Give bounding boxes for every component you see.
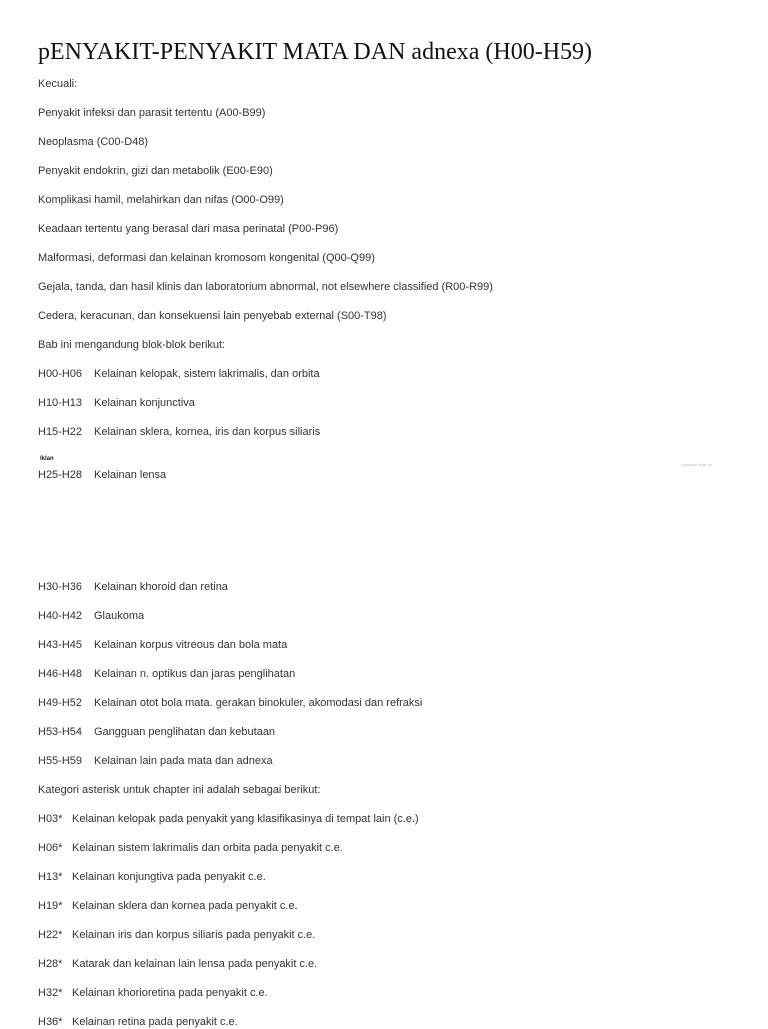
- exclusion-item: Penyakit infeksi dan parasit tertentu (A00-B99): [38, 107, 266, 119]
- block-code: H00-H06: [38, 368, 83, 380]
- block-row: [38, 638, 287, 652]
- asterisk-code: H19*: [38, 900, 63, 912]
- block-code: H30-H36: [38, 581, 83, 593]
- asterisk-code: H06*: [38, 842, 63, 854]
- block-row: [38, 696, 422, 710]
- block-row: [38, 425, 320, 439]
- block-row: [38, 396, 195, 410]
- block-description: Glaukoma: [94, 610, 145, 622]
- block-code: H46-H48: [38, 668, 83, 680]
- asterisk-code: H32*: [38, 987, 63, 999]
- block-row: [38, 580, 228, 594]
- exclusion-item: Komplikasi hamil, melahirkan dan nifas (O00-O99): [38, 194, 284, 206]
- asterisk-code: H36*: [38, 1016, 63, 1028]
- block-code: H53-H54: [38, 726, 83, 738]
- block-row: [38, 725, 275, 739]
- exclusions-label: Kecuali:: [38, 78, 78, 90]
- asterisk-label: Kategori asterisk untuk chapter ini adalah sebagai berikut:: [38, 784, 321, 796]
- blocks-label: Bab ini mengandung blok-blok berikut:: [38, 339, 226, 351]
- exclusion-item: Gejala, tanda, dan hasil klinis dan laboratorium abnormal, not elsewhere classified (R00-R99): [38, 281, 493, 293]
- asterisk-row: [38, 986, 268, 1000]
- asterisk-description: Kelainan konjungtiva pada penyakit c.e.: [72, 871, 266, 883]
- block-row: [38, 609, 144, 623]
- asterisk-row: [38, 841, 343, 855]
- asterisk-description: Kelainan retina pada penyakit c.e.: [72, 1016, 238, 1028]
- exclusion-item: Neoplasma (C00-D48): [38, 136, 149, 148]
- block-description: Kelainan kelopak, sistem lakrimalis, dan orbita: [94, 368, 320, 380]
- asterisk-row: [38, 1015, 238, 1029]
- block-description: Kelainan otot bola mata. gerakan binokuler, akomodasi dan refraksi: [94, 697, 423, 709]
- block-row: [38, 468, 166, 482]
- exclusion-item: Penyakit endokrin, gizi dan metabolik (E00-E90): [38, 165, 273, 177]
- block-code: H25-H28: [38, 469, 83, 481]
- block-row: [38, 754, 273, 768]
- block-description: Kelainan konjunctiva: [94, 397, 195, 409]
- asterisk-code: H13*: [38, 871, 63, 883]
- block-description: Gangguan penglihatan dan kebutaan: [94, 726, 276, 738]
- asterisk-description: Kelainan khorioretina pada penyakit c.e.: [72, 987, 268, 999]
- block-code: H10-H13: [38, 397, 83, 409]
- block-description: Kelainan sklera, kornea, iris dan korpus siliaris: [94, 426, 321, 438]
- asterisk-description: Kelainan sklera dan kornea pada penyakit c.e.: [72, 900, 298, 912]
- ad-slot: [38, 490, 730, 576]
- asterisk-row: [38, 812, 419, 826]
- block-description: Kelainan n. optikus dan jaras penglihatan: [94, 668, 296, 680]
- block-description: Kelainan lensa: [94, 469, 167, 481]
- block-row: [38, 667, 295, 681]
- block-code: H43-H45: [38, 639, 83, 651]
- asterisk-description: Kelainan iris dan korpus siliaris pada penyakit c.e.: [72, 929, 316, 941]
- block-description: Kelainan lain pada mata dan adnexa: [94, 755, 273, 767]
- block-description: Kelainan korpus vitreous dan bola mata: [94, 639, 288, 651]
- asterisk-row: [38, 899, 298, 913]
- asterisk-description: Kelainan kelopak pada penyakit yang klasifikasinya di tempat lain (c.e.): [72, 813, 419, 825]
- asterisk-code: H22*: [38, 929, 63, 941]
- exclusion-item: Cedera, keracunan, dan konsekuensi lain penyebab external (S00-T98): [38, 310, 387, 322]
- block-code: H15-H22: [38, 426, 83, 438]
- asterisk-row: [38, 957, 317, 971]
- report-ad-link[interactable]: Laporkan iklan ini: [681, 462, 713, 467]
- block-row: [38, 367, 320, 381]
- block-code: H55-H59: [38, 755, 83, 767]
- block-description: Kelainan khoroid dan retina: [94, 581, 228, 593]
- block-code: H49-H52: [38, 697, 83, 709]
- asterisk-description: Katarak dan kelainan lain lensa pada penyakit c.e.: [72, 958, 318, 970]
- page-title: pENYAKIT-PENYAKIT MATA DAN adnexa (H00-H59): [38, 39, 593, 65]
- asterisk-row: [38, 870, 266, 884]
- asterisk-description: Kelainan sistem lakrimalis dan orbita pada penyakit c.e.: [72, 842, 343, 854]
- block-code: H40-H42: [38, 610, 83, 622]
- asterisk-code: H03*: [38, 813, 63, 825]
- exclusion-item: Keadaan tertentu yang berasal dari masa perinatal (P00-P96): [38, 223, 339, 235]
- ad-label: Iklan: [40, 456, 54, 462]
- asterisk-row: [38, 928, 315, 942]
- exclusion-item: Malformasi, deformasi dan kelainan kromosom kongenital (Q00-Q99): [38, 252, 375, 264]
- asterisk-code: H28*: [38, 958, 63, 970]
